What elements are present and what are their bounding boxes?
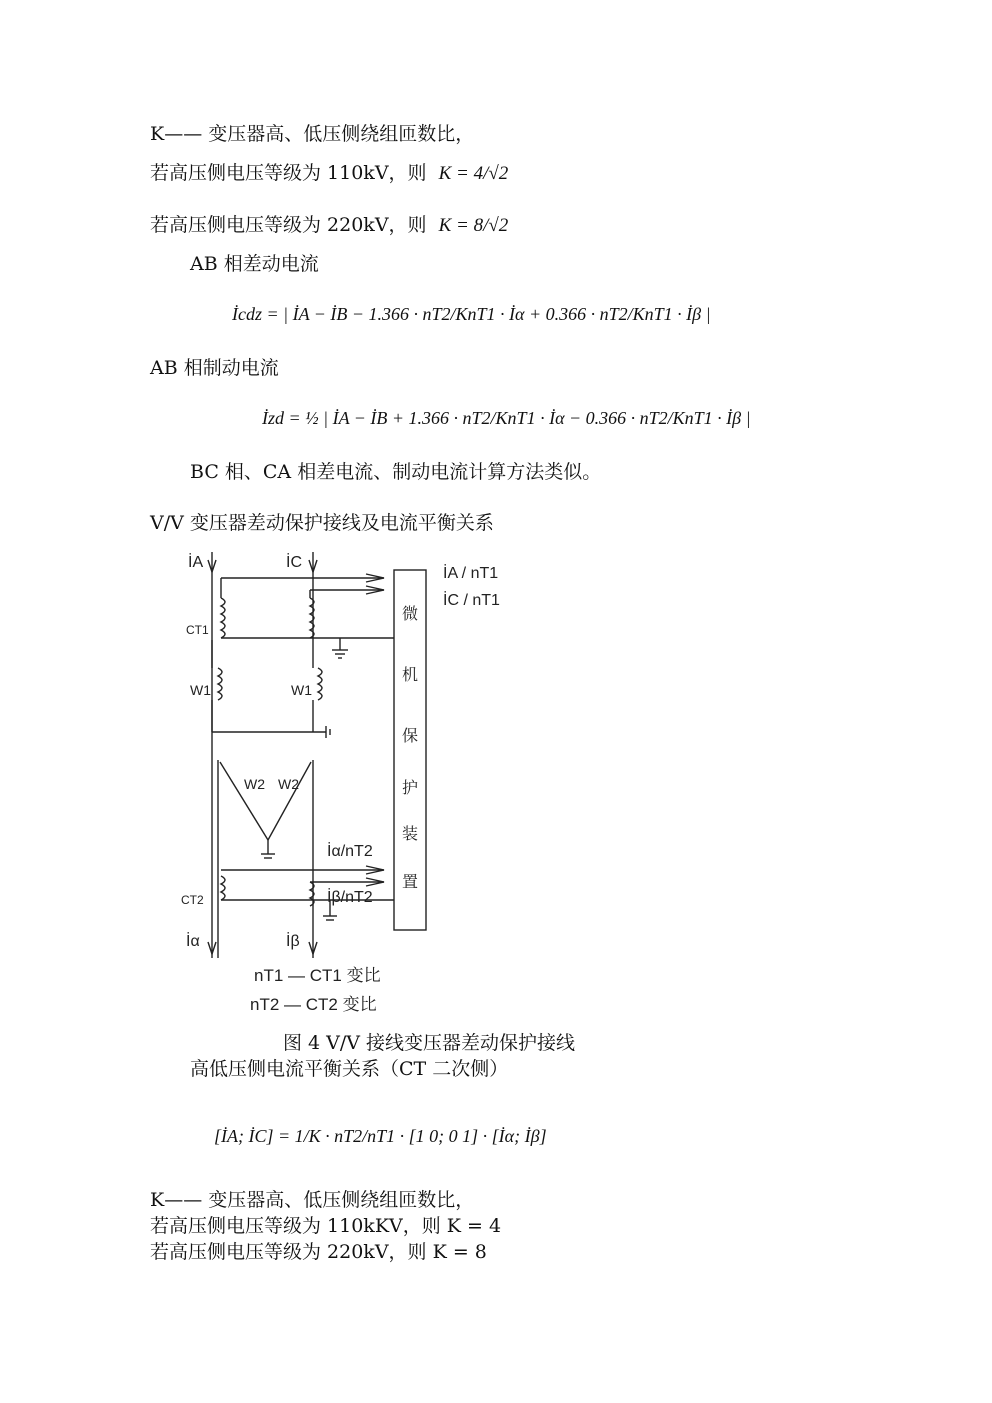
legend-nt2: nT2 — CT2 变比	[250, 995, 377, 1014]
label-ct2: CT2	[181, 893, 204, 907]
device-char-6: 置	[402, 874, 419, 891]
label-ic-over-nt1: İC / nT1	[443, 592, 500, 609]
legend-nt1: nT1 — CT1 变比	[254, 966, 381, 985]
k-110kv-value: K = 4/√2	[438, 163, 509, 184]
label-ia: İA	[188, 554, 204, 571]
k-110kv-prefix: 若高压侧电压等级为 110kV，则	[150, 162, 427, 184]
device-char-2: 机	[402, 667, 419, 684]
label-ialpha-over-nt2: İα/nT2	[327, 843, 373, 860]
label-w1-right: W1	[291, 682, 312, 698]
label-ibeta-over-nt2: İβ/nT2	[327, 889, 373, 906]
ab-diff-equation: İcdz = | İA − İB − 1.366 · nT2/KnT1 · İα + 0.366 · nT2/KnT1 · İβ |	[232, 304, 711, 324]
k-220kv-prefix: 若高压侧电压等级为 220kV，则	[150, 214, 427, 236]
k-definition: K—— 变压器高、低压侧绕组匝数比，	[150, 123, 475, 145]
label-ibeta: İβ	[286, 933, 300, 950]
k-definition-bottom: K—— 变压器高、低压侧绕组匝数比，	[150, 1189, 475, 1211]
device-char-3: 保	[402, 728, 419, 745]
balance-title: 高低压侧电流平衡关系（CT 二次侧）	[190, 1058, 509, 1080]
k-220kv-bottom: 若高压侧电压等级为 220kV，则 K = 8	[150, 1241, 487, 1263]
device-char-4: 护	[402, 780, 419, 797]
ab-brake-equation: İzd = ½ | İA − İB + 1.366 · nT2/KnT1 · İα − 0.366 · nT2/KnT1 · İβ |	[262, 408, 751, 428]
label-ic: İC	[286, 554, 302, 571]
ab-diff-title: AB 相差动电流	[190, 253, 319, 275]
figure-heading: V/V 变压器差动保护接线及电流平衡关系	[150, 512, 494, 534]
bc-ca-note: BC 相、CA 相差电流、制动电流计算方法类似。	[190, 461, 602, 483]
k-110kv-bottom: 若高压侧电压等级为 110kKV，则 K = 4	[150, 1215, 502, 1237]
figure-caption: 图 4 V/V 接线变压器差动保护接线	[283, 1032, 576, 1054]
label-ialpha: İα	[186, 933, 200, 950]
label-ia-over-nt1: İA / nT1	[443, 565, 499, 582]
label-w1-left: W1	[190, 682, 211, 698]
device-char-5: 装	[402, 826, 419, 843]
k-220kv-value: K = 8/√2	[438, 215, 509, 236]
label-ct1: CT1	[186, 623, 209, 637]
device-char-1: 微	[402, 606, 419, 623]
balance-matrix-equation: [İA; İC] = 1/K · nT2/nT1 · [1 0; 0 1] · [İα; İβ]	[214, 1126, 547, 1146]
ab-brake-title: AB 相制动电流	[150, 357, 279, 379]
label-w2-left: W2	[244, 776, 265, 792]
label-w2-right: W2	[278, 776, 299, 792]
